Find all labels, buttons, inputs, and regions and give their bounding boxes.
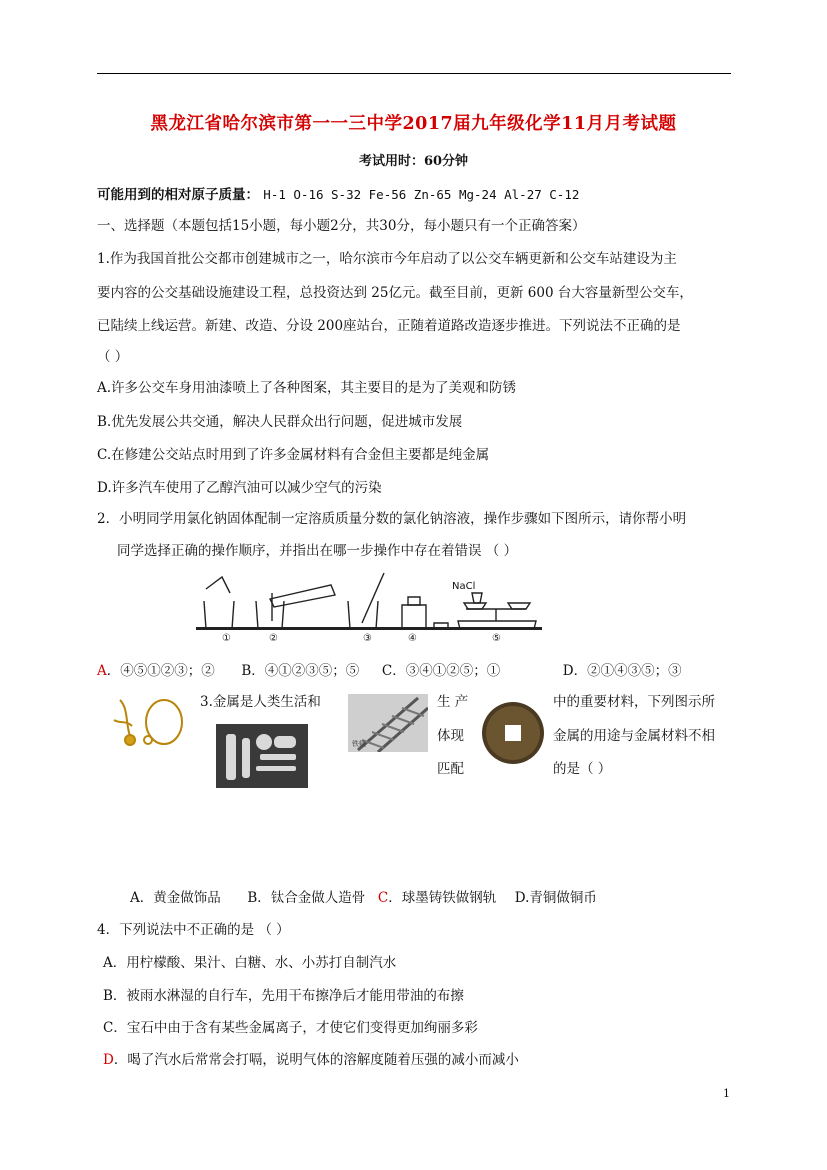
gold-jewelry-image bbox=[110, 690, 190, 752]
q1-line-3: 已陆续上线运营。新建、改造、分设 200座站台，正随着道路改造逐步推进。下列说法不正确的是 bbox=[97, 318, 681, 334]
figure-label-1: ① bbox=[222, 633, 231, 644]
q3-stem-col3-1: 中的重要材料，下列图示所 bbox=[553, 694, 715, 710]
q2-option-a: ．④⑤①②③；② bbox=[106, 663, 215, 679]
q1-answer-paren: （ ） bbox=[97, 349, 129, 365]
exam-time: 考试用时：60分钟 bbox=[358, 154, 469, 169]
q2-option-a-letter: A bbox=[97, 663, 107, 679]
page-title: 黑龙江省哈尔滨市第一一三中学2017届九年级化学11月月考试题 bbox=[150, 114, 677, 134]
q3-stem-col2-2: 体现 bbox=[437, 728, 464, 744]
q3-options bbox=[130, 886, 597, 906]
q4-option-c: C．宝石中由于含有某些金属离子，才使它们变得更加绚丽多彩 bbox=[103, 1020, 478, 1036]
rail-label: 铁轨 bbox=[352, 740, 366, 748]
q3-stem-col2-3: 匹配 bbox=[437, 761, 464, 777]
atomic-mass-values: H-1 O-16 S-32 Fe-56 Zn-65 Mg-24 Al-27 C-12 bbox=[263, 187, 580, 202]
q4-option-d-letter: D bbox=[103, 1052, 114, 1068]
q2-option-d: D．②①④③⑤；③ bbox=[562, 663, 682, 679]
weighing-paper bbox=[206, 577, 230, 593]
q4-option-b: B．被雨水淋湿的自行车，先用干布擦净后才能用带油的布擦 bbox=[103, 988, 464, 1004]
q3-option-c-letter: C bbox=[377, 890, 389, 906]
q2-option-b: B．④①②③⑤；⑤ bbox=[241, 663, 360, 679]
q1-line-1: 1.作为我国首批公交都市创建城市之一，哈尔滨市今年启动了以公交车辆更新和公交车站建设为主 bbox=[97, 251, 677, 267]
q3-stem-col2-1: 生 产 bbox=[437, 694, 469, 710]
q3-option-d: D.青铜做铜币 bbox=[514, 890, 597, 906]
q2-options bbox=[97, 659, 682, 679]
header-rule bbox=[97, 73, 731, 74]
q2-option-c: C．③④①②⑤；① bbox=[381, 663, 501, 679]
bronze-coin-image bbox=[480, 700, 546, 766]
figure-label-nacl: NaCl bbox=[452, 581, 476, 592]
page-number: 1 bbox=[723, 1087, 730, 1100]
glass-rod bbox=[362, 573, 384, 623]
atomic-mass-line bbox=[97, 183, 579, 203]
q3-option-a: A．黄金做饰品 bbox=[130, 890, 221, 906]
solution-prep-figure bbox=[196, 571, 542, 645]
figure-label-2: ② bbox=[269, 633, 278, 644]
titanium-bone-image bbox=[216, 724, 308, 788]
q2-line-2: 同学选择正确的操作顺序，并指出在哪一步操作中存在着错误 （ ） bbox=[117, 543, 518, 559]
q1-option-a: A.许多公交车身用油漆喷上了各种图案，其主要目的是为了美观和防锈 bbox=[97, 380, 517, 396]
q4-option-d bbox=[103, 1048, 519, 1068]
q4-option-a: A．用柠檬酸、果汁、白糖、水、小苏打自制汽水 bbox=[103, 955, 397, 971]
q1-line-2: 要内容的公交基础设施建设工程，总投资达到 25亿元。截至目前，更新 600 台大容量新型公交车， bbox=[97, 285, 693, 301]
q2-line-1: 2．小明同学用氯化钠固体配制一定溶质质量分数的氯化钠溶液，操作步骤如下图所示，请你帮小明 bbox=[97, 511, 687, 527]
beaker-3 bbox=[348, 601, 378, 629]
q3-stem-col3-3: 的是（ ） bbox=[553, 761, 612, 777]
q4-option-d-text: ．喝了汽水后常常会打嗝，说明气体的溶解度随着压强的减小而减小 bbox=[113, 1052, 519, 1068]
q1-option-d: D.许多汽车使用了乙醇汽油可以减少空气的污染 bbox=[97, 480, 382, 496]
figure-label-4: ④ bbox=[408, 633, 417, 644]
reagent-bottle bbox=[402, 605, 426, 629]
atomic-mass-label: 可能用到的相对原子质量： bbox=[97, 187, 259, 203]
section-header: 一、选择题（本题包括15小题，每小题2分，共30分，每小题只有一个正确答案） bbox=[97, 218, 586, 234]
q3-option-c: ．球墨铸铁做钢轨 bbox=[388, 890, 497, 906]
figure-label-5: ⑤ bbox=[492, 633, 501, 644]
graduated-cylinder bbox=[270, 585, 335, 607]
q1-option-b: B.优先发展公共交通，解决人民群众出行问题，促进城市发展 bbox=[97, 414, 463, 430]
q3-option-b: B．钛合金做人造骨 bbox=[247, 890, 366, 906]
q1-option-c: C.在修建公交站点时用到了许多金属材料有合金但主要都是纯金属 bbox=[97, 447, 490, 463]
q4-stem: 4．下列说法中不正确的是 （ ） bbox=[97, 922, 290, 938]
rail-track-image bbox=[348, 694, 428, 752]
q3-stem-start: 3.金属是人类生活和 bbox=[200, 694, 321, 710]
figure-label-3: ③ bbox=[363, 633, 372, 644]
beaker-1 bbox=[204, 601, 234, 629]
q3-stem-col3-2: 金属的用途与金属材料不相 bbox=[553, 728, 715, 744]
